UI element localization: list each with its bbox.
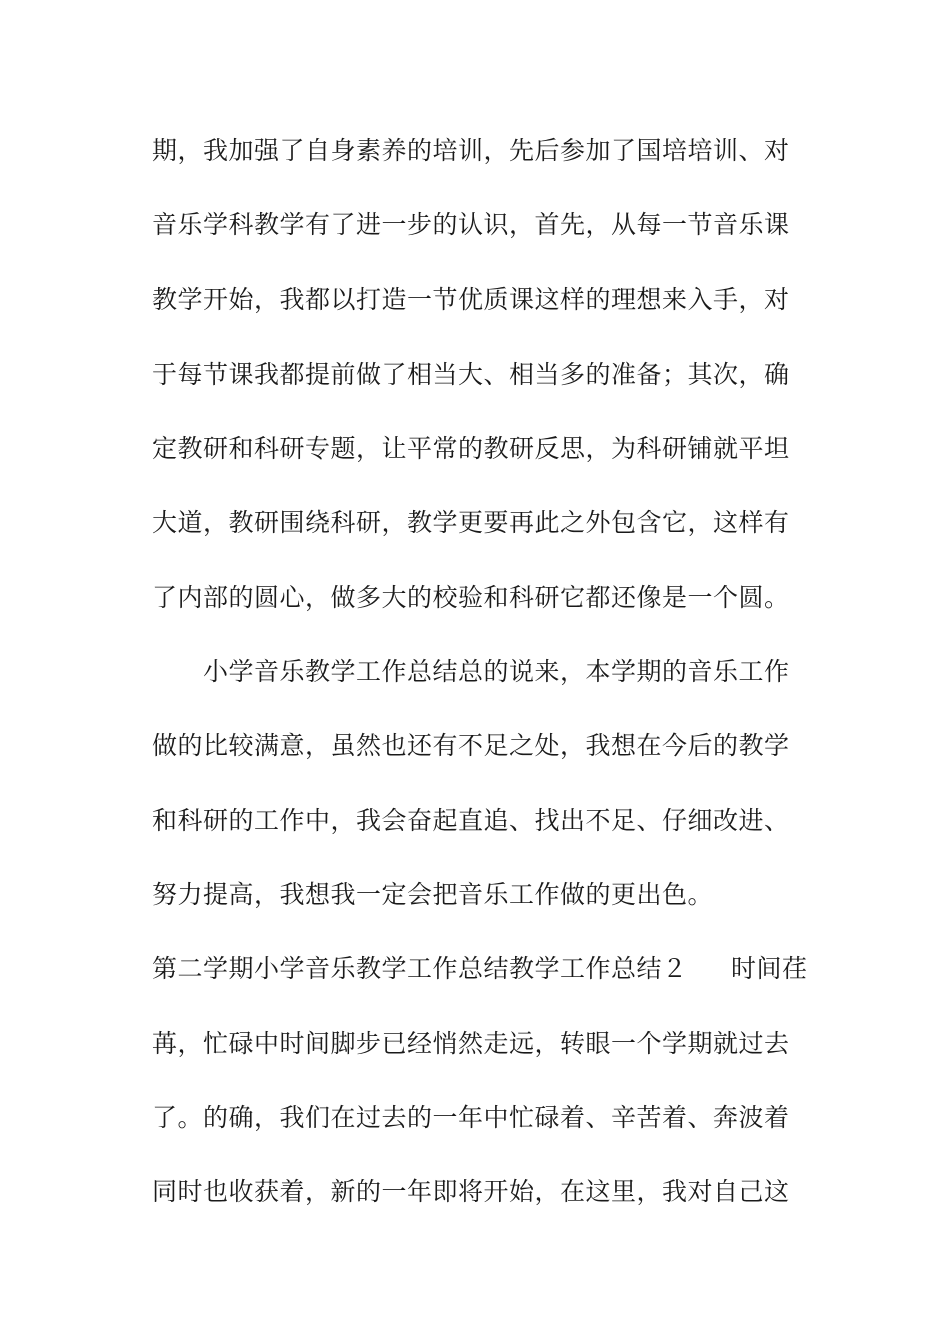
paragraph-1-line-6: 大道，教研围绕科研，教学更要再此之外包含它，这样有 <box>152 508 790 537</box>
paragraph-3-line-2: 了。的确，我们在过去的一年中忙碌着、辛苦着、奔波着 <box>152 1103 790 1132</box>
paragraph-1-line-4: 于每节课我都提前做了相当大、相当多的准备；其次，确 <box>152 360 790 389</box>
paragraph-1-line-7: 了内部的圆心，做多大的校验和科研它都还像是一个圆。 <box>152 583 790 612</box>
paragraph-2-line-1: 小学音乐教学工作总结总的说来，本学期的音乐工作 <box>203 657 790 686</box>
heading-continuation-text: 时间荏 <box>731 954 808 983</box>
paragraph-3-line-3: 同时也收获着，新的一年即将开始，在这里，我对自己这 <box>152 1177 790 1206</box>
paragraph-2-line-3: 和科研的工作中，我会奋起直追、找出不足、仔细改进、 <box>152 806 790 835</box>
paragraph-1-line-1: 期，我加强了自身素养的培训，先后参加了国培培训、对 <box>152 136 790 165</box>
paragraph-1-line-2: 音乐学科教学有了进一步的认识，首先，从每一节音乐课 <box>152 210 790 239</box>
paragraph-1-line-3: 教学开始，我都以打造一节优质课这样的理想来入手，对 <box>152 285 790 314</box>
paragraph-2-line-4: 努力提高，我想我一定会把音乐工作做的更出色。 <box>152 880 714 909</box>
paragraph-1-line-5: 定教研和科研专题，让平常的教研反思，为科研铺就平坦 <box>152 434 790 463</box>
paragraph-2-line-2: 做的比较满意，虽然也还有不足之处，我想在今后的教学 <box>152 731 790 760</box>
section-heading: 第二学期小学音乐教学工作总结教学工作总结２ <box>152 954 688 983</box>
paragraph-3-line-1: 苒，忙碌中时间脚步已经悄然走远，转眼一个学期就过去 <box>152 1029 790 1058</box>
